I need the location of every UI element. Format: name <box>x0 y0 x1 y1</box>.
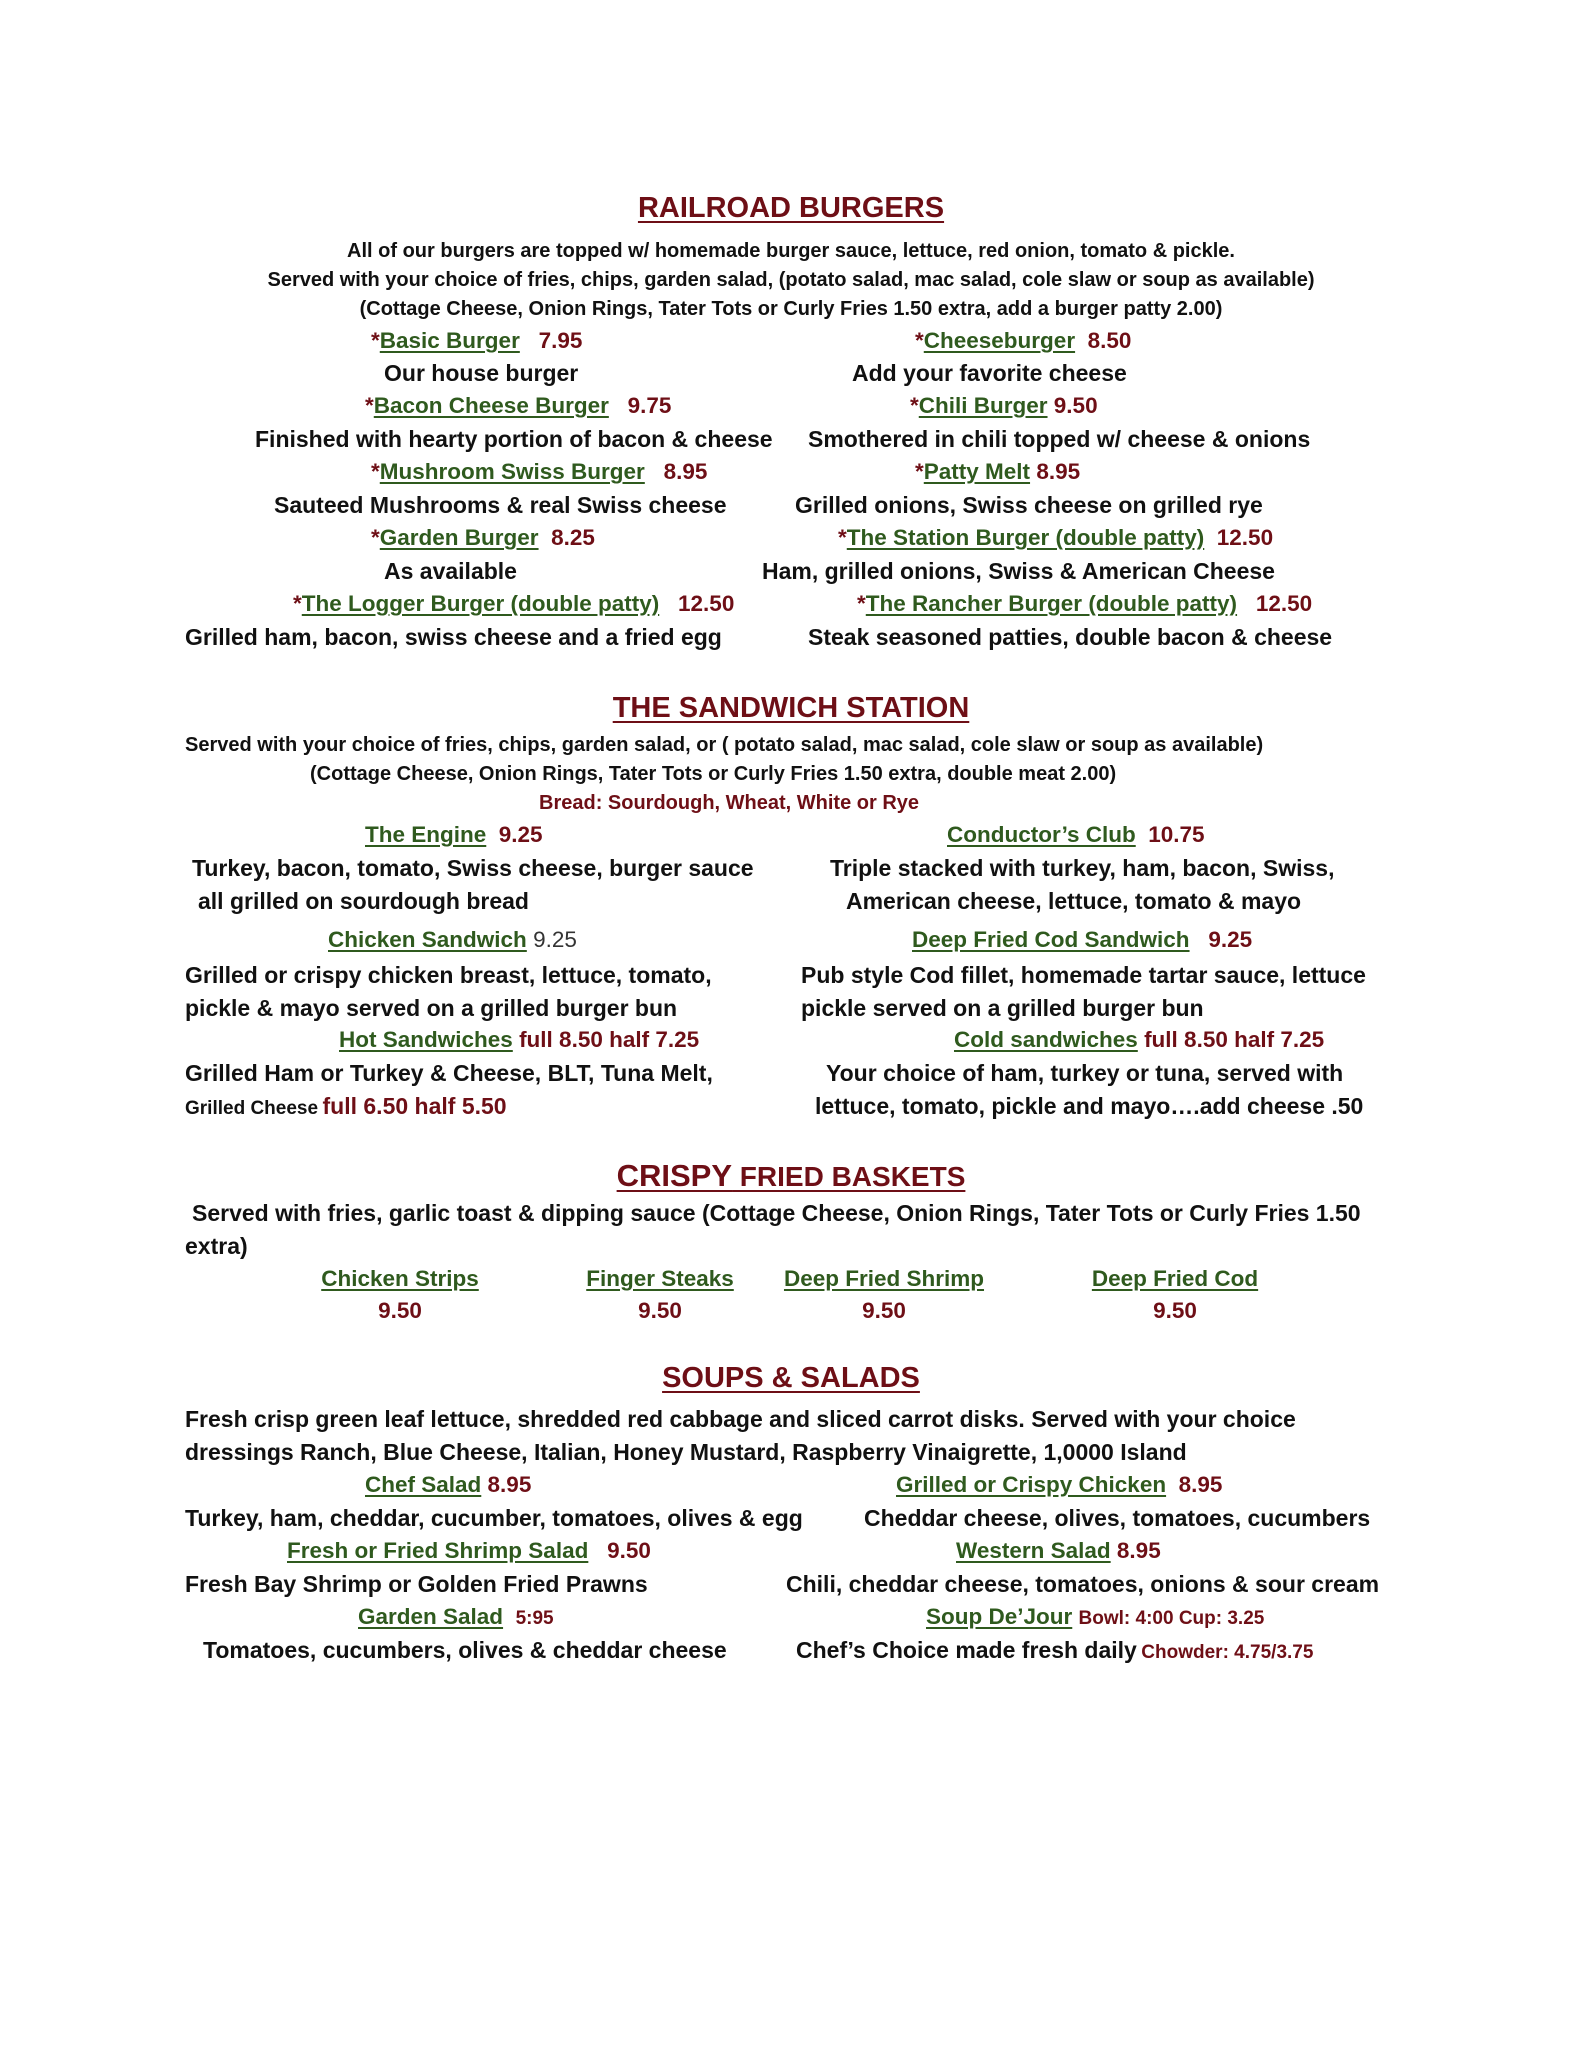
item-price: 8.50 <box>1087 328 1132 353</box>
sandwich-desc-hot-1: Grilled Ham or Turkey & Cheese, BLT, Tuna Melt, <box>185 1060 713 1086</box>
sandwich-intro-2: (Cottage Cheese, Onion Rings, Tater Tots or Curly Fries 1.50 extra, double meat 2.00) <box>310 763 1117 785</box>
burger-item-logger: *The Logger Burger (double patty) 12.50 <box>293 591 735 616</box>
item-price: 8.25 <box>551 525 595 550</box>
salad-desc-chicken: Cheddar cheese, olives, tomatoes, cucumbers <box>864 1505 1371 1531</box>
item-name: Chicken Sandwich <box>328 927 527 952</box>
basket-item-deep-fried-cod <box>1075 1266 1275 1324</box>
sandwich-desc-hot-2: Grilled Cheese full 6.50 half 5.50 <box>185 1093 507 1119</box>
item-price: 9.25 <box>1208 927 1253 952</box>
sandwich-desc-cold-2: lettuce, tomato, pickle and mayo….add cheese .50 <box>815 1093 1364 1119</box>
burgers-intro-2: Served with your choice of fries, chips, garden salad, (potato salad, mac salad, cole slaw or soup as available) <box>267 269 1315 291</box>
item-price: 9.50 <box>607 1538 651 1563</box>
sandwich-desc-cod-1: Pub style Cod fillet, homemade tartar sauce, lettuce <box>801 962 1366 988</box>
salads-intro-1: Fresh crisp green leaf lettuce, shredded red cabbage and sliced carrot disks. Served with your choice <box>185 1406 1296 1432</box>
sandwich-desc-engine-1: Turkey, bacon, tomato, Swiss cheese, burger sauce <box>192 855 754 881</box>
burger-item-chili: *Chili Burger 9.50 <box>910 393 1098 418</box>
burgers-intro-1: All of our burgers are topped w/ homemade burger sauce, lettuce, red onion, tomato & pickle. <box>347 240 1235 262</box>
burger-desc-station: Ham, grilled onions, Swiss & American Cheese <box>762 558 1275 584</box>
baskets-intro-1: Served with fries, garlic toast & dipping sauce (Cottage Cheese, Onion Rings, Tater Tots or Curly Fries 1.50 <box>192 1200 1361 1226</box>
sandwich-desc-engine-2: all grilled on sourdough bread <box>198 888 529 914</box>
sandwich-desc-chicken-2: pickle & mayo served on a grilled burger bun <box>185 995 678 1021</box>
item-price: 8.95 <box>663 459 708 484</box>
item-name: Deep Fried Cod <box>1091 1266 1259 1291</box>
item-name: Patty Melt <box>923 459 1031 484</box>
burger-desc-cheeseburger: Add your favorite cheese <box>852 360 1127 386</box>
item-name: Garden Burger <box>379 525 539 550</box>
item-price: 5:95 <box>515 1608 554 1629</box>
item-price: full 8.50 half 7.25 <box>1144 1027 1325 1052</box>
item-name: Western Salad <box>956 1538 1111 1563</box>
item-price: 12.50 <box>678 591 735 616</box>
basket-item-chicken-strips <box>300 1266 500 1324</box>
item-price: 9.25 <box>533 927 577 952</box>
salad-desc-chef: Turkey, ham, cheddar, cucumber, tomatoes, olives & egg <box>185 1505 803 1531</box>
section-title-burgers: RAILROAD BURGERS <box>637 192 945 224</box>
burger-item-mushroom-swiss: *Mushroom Swiss Burger 8.95 <box>371 459 708 484</box>
salad-item-shrimp <box>287 1538 651 1564</box>
baskets-intro-2: extra) <box>185 1233 248 1259</box>
item-name: Garden Salad <box>358 1604 504 1629</box>
salad-item-western <box>956 1538 1161 1564</box>
item-price: 7.95 <box>538 328 583 353</box>
section-title-sandwich: THE SANDWICH STATION <box>612 692 970 724</box>
salad-item-chicken <box>896 1472 1222 1498</box>
item-price: Bowl: 4:00 Cup: 3.25 <box>1078 1608 1265 1629</box>
item-name: Grilled or Crispy Chicken <box>896 1472 1167 1497</box>
sandwich-item-conductors-club <box>947 822 1205 848</box>
item-price: 9.50 <box>1053 393 1098 418</box>
burger-item-cheeseburger: *Cheeseburger 8.50 <box>915 328 1132 353</box>
burger-desc-garden: As available <box>384 558 517 584</box>
burger-desc-basic: Our house burger <box>384 360 579 386</box>
bread-options: Bread: Sourdough, Wheat, White or Rye <box>539 792 920 814</box>
item-name: Chef Salad <box>365 1472 482 1497</box>
sandwich-item-engine <box>365 822 543 848</box>
item-name: Soup De’Jour <box>926 1604 1073 1629</box>
chowder-price: Chowder: 4.75/3.75 <box>1141 1642 1314 1663</box>
burger-desc-chili: Smothered in chili topped w/ cheese & onions <box>808 426 1311 452</box>
item-price: 9.50 <box>1153 1298 1197 1323</box>
burger-item-rancher: *The Rancher Burger (double patty) 12.50 <box>857 591 1313 616</box>
item-name: Chili Burger <box>918 393 1048 418</box>
item-price: 9.50 <box>378 1298 422 1323</box>
burger-item-garden: *Garden Burger 8.25 <box>371 525 595 550</box>
item-name: Basic Burger <box>379 328 520 353</box>
sandwich-item-cold <box>954 1027 1324 1053</box>
burger-item-station: *The Station Burger (double patty) 12.50 <box>838 525 1274 550</box>
item-name: The Rancher Burger (double patty) <box>865 591 1238 616</box>
section-title-salads: SOUPS & SALADS <box>662 1362 920 1394</box>
item-price: 12.50 <box>1216 525 1274 550</box>
item-price: full 8.50 half 7.25 <box>519 1027 700 1052</box>
item-price: 8.95 <box>1178 1472 1223 1497</box>
item-name: The Engine <box>365 822 487 847</box>
item-name: The Station Burger (double patty) <box>846 525 1205 550</box>
sandwich-item-chicken <box>328 927 577 953</box>
item-price: 10.75 <box>1148 822 1205 847</box>
salad-desc-western: Chili, cheddar cheese, tomatoes, onions & sour cream <box>786 1571 1380 1597</box>
item-price: 9.75 <box>627 393 672 418</box>
sandwich-intro-1: Served with your choice of fries, chips, garden salad, or ( potato salad, mac salad, cole slaw or soup as available) <box>185 734 1264 756</box>
burger-item-patty-melt: *Patty Melt 8.95 <box>915 459 1081 484</box>
item-name: Cold sandwiches <box>954 1027 1138 1052</box>
burger-item-bacon-cheese: *Bacon Cheese Burger 9.75 <box>365 393 672 418</box>
burger-item-basic: *Basic Burger 7.95 <box>371 328 583 353</box>
item-name: Fresh or Fried Shrimp Salad <box>287 1538 589 1563</box>
salad-item-soup <box>926 1604 1264 1630</box>
salad-desc-garden: Tomatoes, cucumbers, olives & cheddar cheese <box>203 1637 727 1663</box>
item-price: 8.95 <box>487 1472 532 1497</box>
item-name: The Logger Burger (double patty) <box>301 591 660 616</box>
salad-item-garden <box>358 1604 554 1630</box>
burger-desc-mushroom-swiss: Sauteed Mushrooms & real Swiss cheese <box>274 492 727 518</box>
section-title-baskets: CRISPY FRIED BASKETS <box>616 1158 966 1193</box>
item-price: 9.25 <box>498 822 543 847</box>
grilled-cheese-price: full 6.50 half 5.50 <box>322 1093 507 1119</box>
sandwich-desc-cod-2: pickle served on a grilled burger bun <box>801 995 1204 1021</box>
item-price: 9.50 <box>862 1298 906 1323</box>
item-name: Hot Sandwiches <box>339 1027 513 1052</box>
basket-item-finger-steaks <box>560 1266 760 1324</box>
burgers-intro-3: (Cottage Cheese, Onion Rings, Tater Tots or Curly Fries 1.50 extra, add a burger patty 2.00) <box>359 298 1223 320</box>
item-name: Deep Fried Cod Sandwich <box>912 927 1190 952</box>
sandwich-item-cod <box>912 927 1252 953</box>
sandwich-desc-club-1: Triple stacked with turkey, ham, bacon, Swiss, <box>830 855 1335 881</box>
sandwich-item-hot <box>339 1027 699 1053</box>
burger-desc-bacon-cheese: Finished with hearty portion of bacon & cheese <box>255 426 773 452</box>
item-name: Conductor’s Club <box>947 822 1136 847</box>
sandwich-desc-cold-1: Your choice of ham, turkey or tuna, served with <box>826 1060 1344 1086</box>
burger-desc-logger: Grilled ham, bacon, swiss cheese and a fried egg <box>185 624 722 650</box>
sandwich-desc-club-2: American cheese, lettuce, tomato & mayo <box>846 888 1302 914</box>
salad-desc-soup: Chef’s Choice made fresh daily Chowder: 4.75/3.75 <box>796 1637 1314 1663</box>
item-name: Mushroom Swiss Burger <box>379 459 645 484</box>
item-name: Finger Steaks <box>586 1266 734 1291</box>
item-name: Chicken Strips <box>321 1266 479 1291</box>
burger-desc-patty-melt: Grilled onions, Swiss cheese on grilled rye <box>795 492 1263 518</box>
salad-desc-shrimp: Fresh Bay Shrimp or Golden Fried Prawns <box>185 1571 648 1597</box>
item-name: Bacon Cheese Burger <box>373 393 609 418</box>
basket-item-deep-fried-shrimp <box>774 1266 994 1324</box>
burger-desc-rancher: Steak seasoned patties, double bacon & cheese <box>808 624 1333 650</box>
item-price: 9.50 <box>638 1298 682 1323</box>
salad-item-chef <box>365 1472 531 1498</box>
item-price: 8.95 <box>1036 459 1081 484</box>
sandwich-desc-chicken-1: Grilled or crispy chicken breast, lettuce, tomato, <box>185 962 712 988</box>
item-name: Cheeseburger <box>923 328 1076 353</box>
item-name: Deep Fried Shrimp <box>783 1266 985 1291</box>
item-price: 8.95 <box>1116 1538 1161 1563</box>
salads-intro-2: dressings Ranch, Blue Cheese, Italian, Honey Mustard, Raspberry Vinaigrette, 1,0000 Island <box>185 1439 1187 1465</box>
item-price: 12.50 <box>1255 591 1313 616</box>
